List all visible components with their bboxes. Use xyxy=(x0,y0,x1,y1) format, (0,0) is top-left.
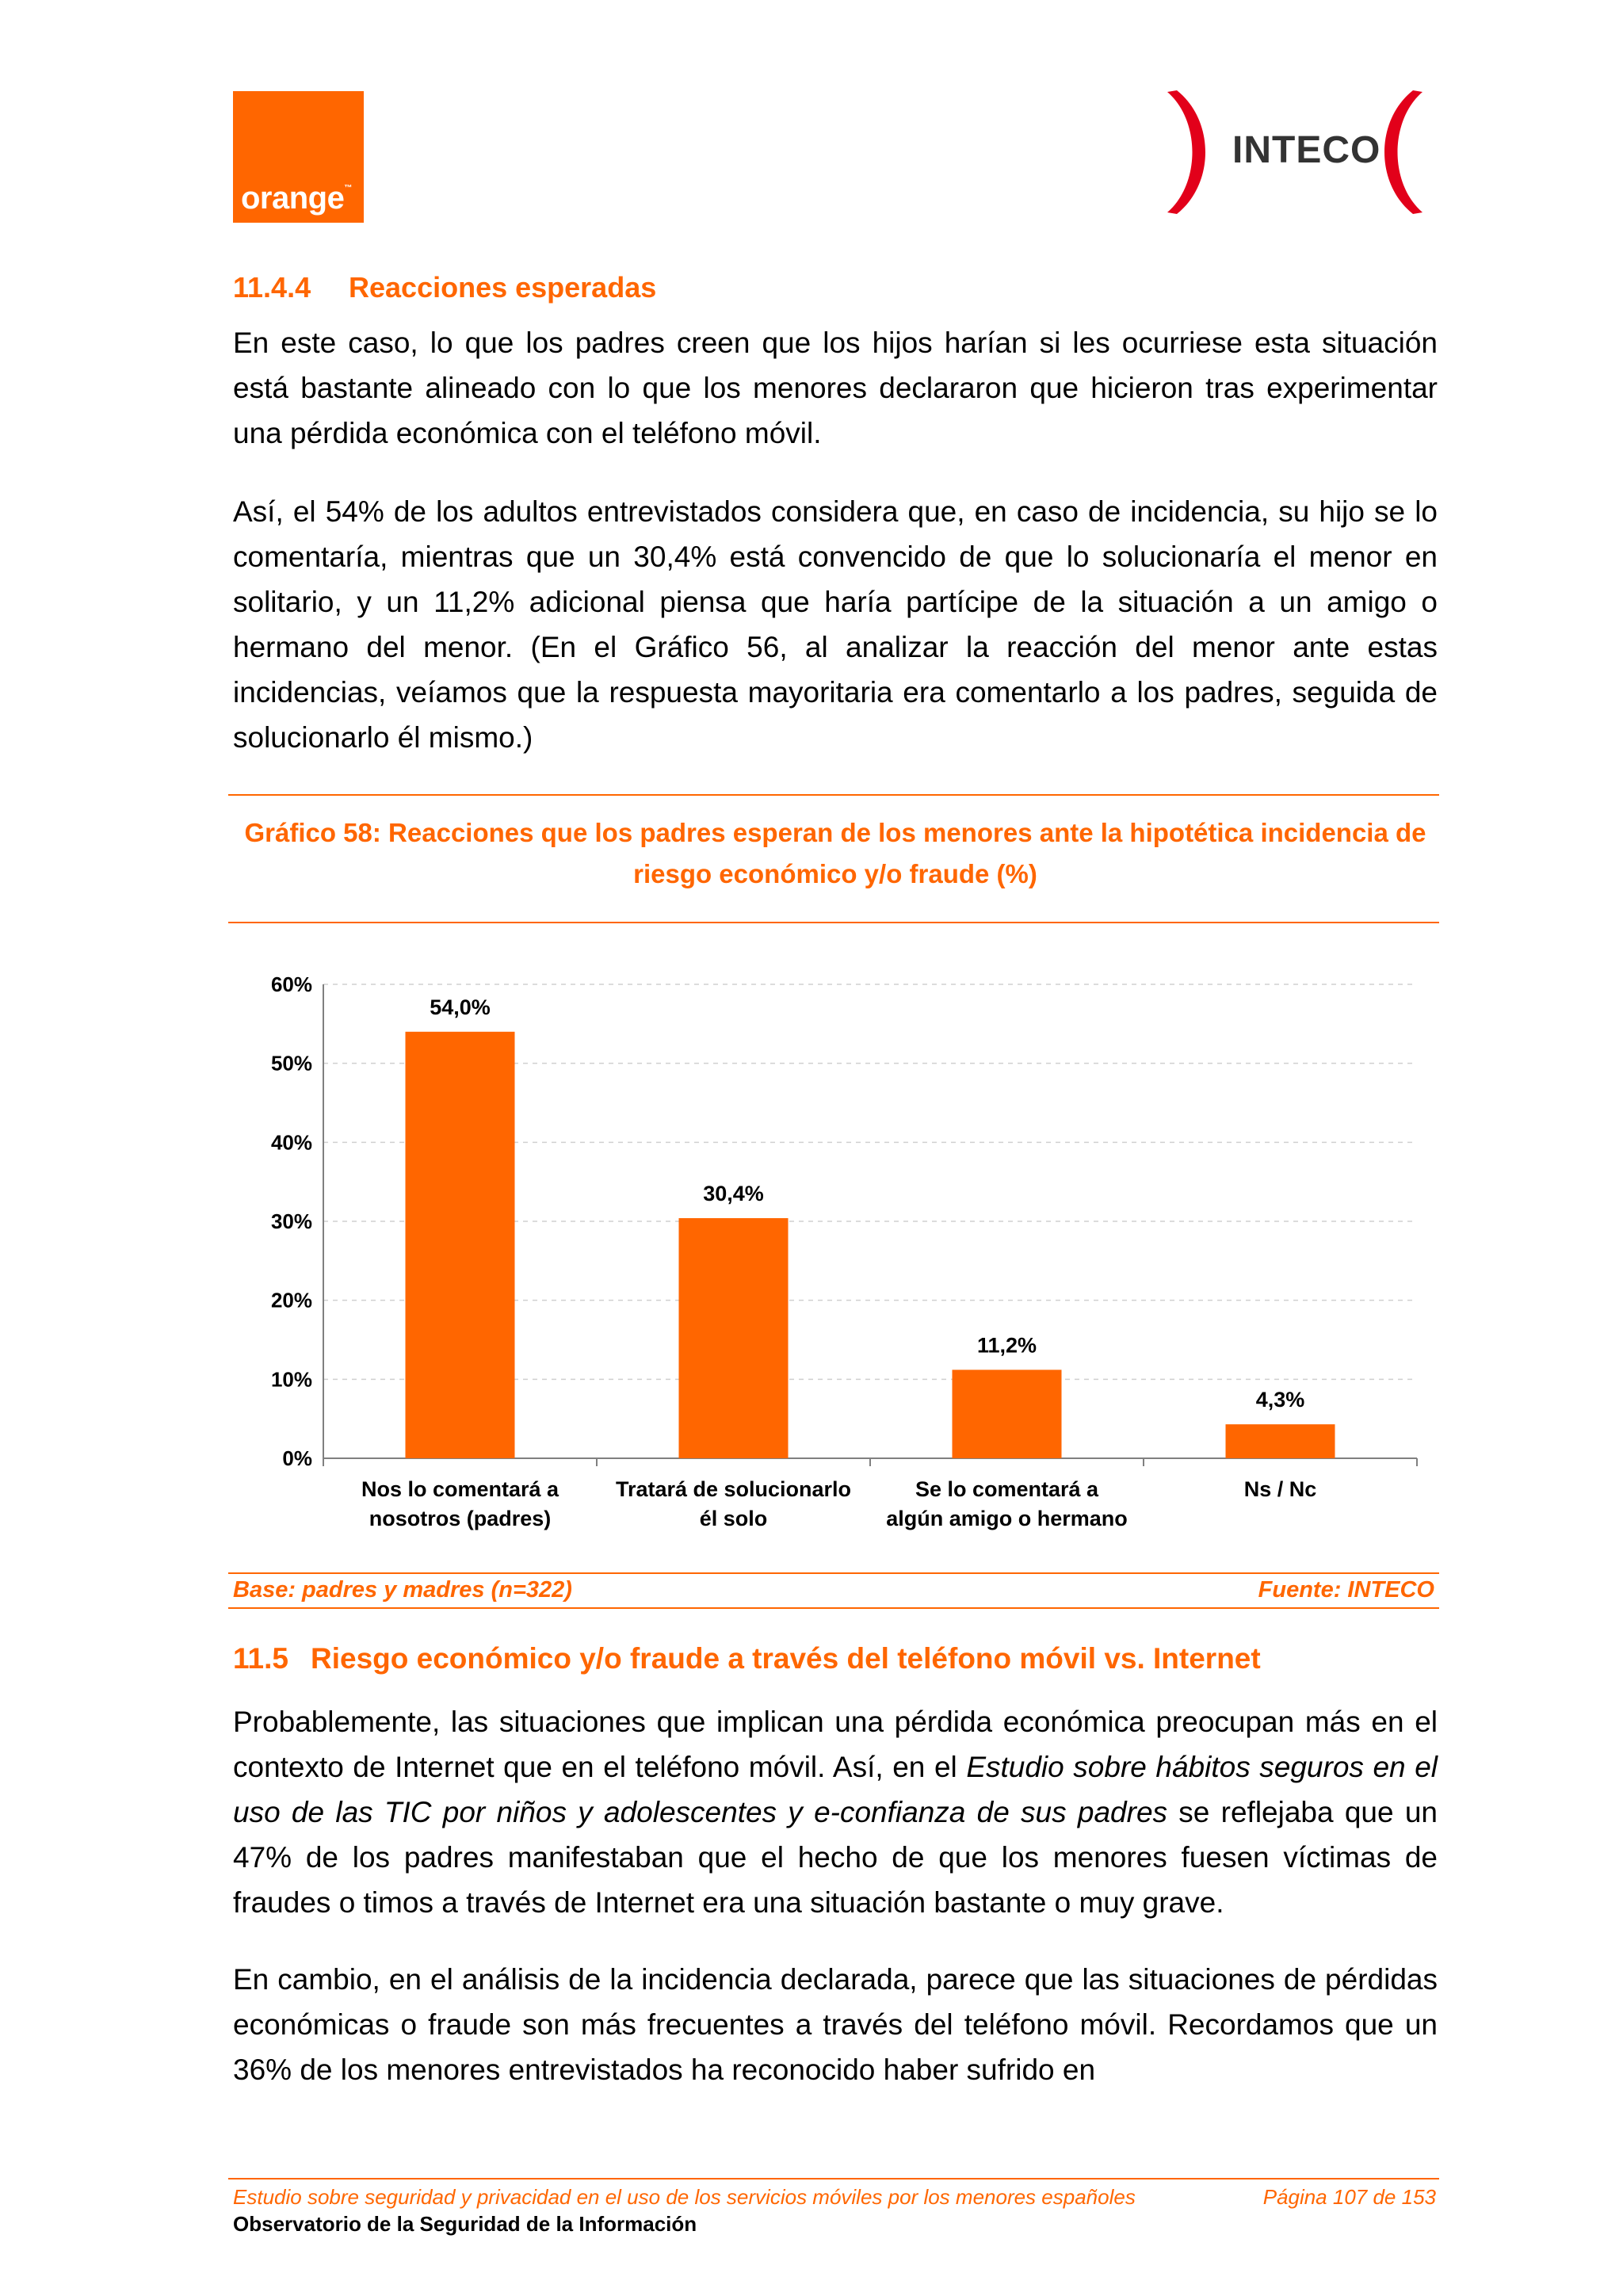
x-category-label: Se lo comentará a xyxy=(915,1477,1099,1501)
footer-observatory: Observatorio de la Seguridad de la Información xyxy=(233,2212,697,2236)
bar-chart xyxy=(228,927,1439,1569)
bar-chart-svg xyxy=(228,927,1439,1569)
divider xyxy=(228,1572,1439,1574)
inteco-logo xyxy=(1153,89,1438,216)
bar xyxy=(953,1370,1062,1458)
footer-page-number: Página 107 de 153 xyxy=(1262,2185,1436,2209)
section-number: 11.4.4 xyxy=(233,271,311,304)
orange-logo-tm: ™ xyxy=(344,184,352,193)
chart-base-note: Base: padres y madres (n=322) xyxy=(233,1577,572,1603)
data-label: 4,3% xyxy=(1255,1388,1305,1412)
data-label: 54,0% xyxy=(430,995,491,1019)
y-tick-label: 40% xyxy=(270,1130,312,1155)
x-category-label: algún amigo o hermano xyxy=(886,1507,1128,1530)
study-title: Estudio sobre hábitos seguros en el uso de las TIC por niños y adolescentes y e-confianza de sus padres xyxy=(233,1751,1438,1828)
paragraph: En cambio, en el análisis de la incidencia declarada, parece que las situaciones de pérdidas económicas o fraude son más frecuentes a través del teléfono móvil. Recordamos que un 36% de los menores entrevistados ha reconocido haber sufrido en xyxy=(233,1963,1438,2086)
x-category-label: Nos lo comentará a xyxy=(361,1477,559,1501)
divider xyxy=(228,1607,1439,1609)
paragraph: Así, el 54% de los adultos entrevistados considera que, en caso de incidencia, su hijo se lo comentaría, mientras que un 30,4% está convencido de que lo solucionaría el menor en solitario, y un 11,2% adicional piensa que haría partícipe de la situación a un amigo o hermano del menor. (En el Gráfico 56, al analizar la reacción del menor ante estas incidencias, veíamos que la respuesta mayoritaria era comentarlo a los padres, seguida de solucionarlo él mismo.) xyxy=(233,495,1438,754)
y-tick-label: 60% xyxy=(270,972,312,996)
bar xyxy=(679,1218,789,1458)
footer-divider xyxy=(228,2178,1439,2179)
bar xyxy=(406,1032,515,1458)
chart-caption: Gráfico 58: Reacciones que los padres esperan de los menores ante la hipotética incidencia de riesgo económico y/o fraude (%) xyxy=(244,818,1426,888)
y-tick-label: 30% xyxy=(270,1209,312,1233)
orange-logo xyxy=(233,91,364,223)
footer-document-title: Estudio sobre seguridad y privacidad en el uso de los servicios móviles por los menores españoles xyxy=(233,2185,1136,2209)
y-tick-label: 50% xyxy=(270,1051,312,1075)
x-category-label: nosotros (padres) xyxy=(369,1507,552,1530)
y-tick-label: 0% xyxy=(282,1446,312,1470)
paragraph-text: Probablemente, las situaciones que implican una pérdida económica preocupan más en el contexto de Internet que en el teléfono móvil. Así, en el xyxy=(233,1706,1438,1783)
x-category-label: él solo xyxy=(699,1507,768,1530)
data-label: 11,2% xyxy=(976,1333,1037,1358)
paragraph xyxy=(233,1699,1438,1925)
chart-source-note: Fuente: INTECO xyxy=(1258,1577,1434,1603)
orange-logo-text: orange™ xyxy=(241,181,352,216)
section-number: 11.5 xyxy=(233,1642,288,1675)
x-category-label: Tratará de solucionarlo xyxy=(615,1477,852,1501)
divider xyxy=(228,922,1439,923)
paragraph-text: se reflejaba que un 47% de los padres manifestaban que el hecho de que los menores fuesen víctimas de fraudes o timos a través de Internet era una situación bastante o muy grave. xyxy=(233,1796,1438,1919)
section-title: Reacciones esperadas xyxy=(349,271,657,304)
x-category-label: Ns / Nc xyxy=(1243,1477,1317,1501)
section-title: Riesgo económico y/o fraude a través del teléfono móvil vs. Internet xyxy=(311,1642,1261,1675)
y-tick-label: 10% xyxy=(270,1367,312,1392)
y-tick-label: 20% xyxy=(270,1288,312,1312)
bar xyxy=(1226,1424,1335,1458)
data-label: 30,4% xyxy=(703,1182,764,1206)
divider xyxy=(228,794,1439,796)
section-heading-11-4-4 xyxy=(233,271,656,304)
inteco-logo-text: INTECO xyxy=(1232,129,1381,171)
paragraph: En este caso, lo que los padres creen que los hijos harían si les ocurriese esta situación está bastante alineado con lo que los menores declararon que hicieron tras experimentar una pérdida económica con el teléfono móvil. xyxy=(233,327,1438,449)
section-heading-11-5 xyxy=(233,1642,1261,1675)
